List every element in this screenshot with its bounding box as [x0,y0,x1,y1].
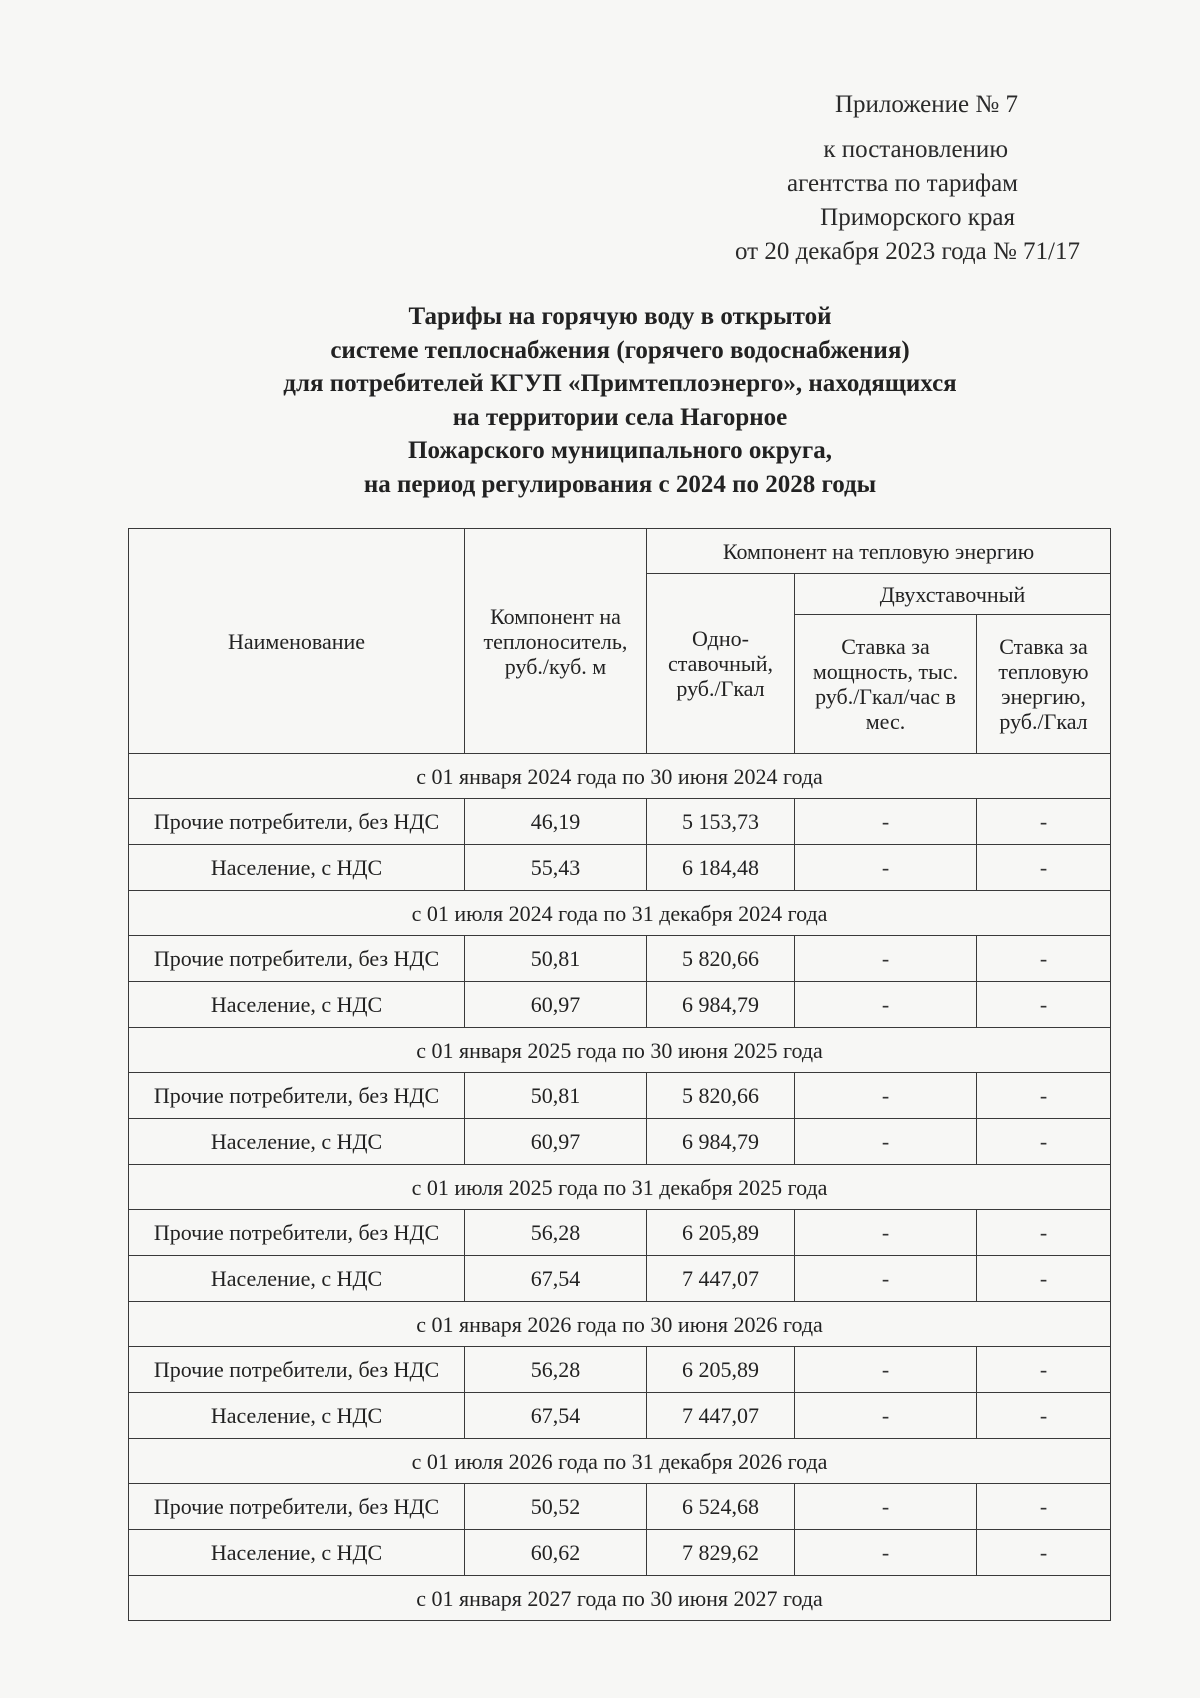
header-carrier-component: Компонент на теплоноситель, руб./куб. м [465,529,647,754]
period-label: с 01 января 2025 года по 30 июня 2025 года [129,1028,1111,1073]
carrier-value-cell: 60,97 [465,982,647,1028]
energy-rate-cell: - [977,1119,1111,1165]
table-row [129,1530,1111,1576]
energy-rate-cell: - [977,1393,1111,1439]
header-heat-component: Компонент на тепловую энергию [647,529,1111,574]
table-row [129,1119,1111,1165]
table-row [129,936,1111,982]
energy-rate-cell: - [977,1210,1111,1256]
consumer-name-cell: Население, с НДС [129,982,465,1028]
table-row [129,1393,1111,1439]
title-line: Тарифы на горячую воду в открытой [408,303,832,330]
energy-rate-cell: - [977,799,1111,845]
consumer-name-cell: Население, с НДС [129,1119,465,1165]
power-rate-cell: - [795,1119,977,1165]
power-rate-cell: - [795,1484,977,1530]
period-label: с 01 января 2026 года по 30 июня 2026 года [129,1302,1111,1347]
title-line: системе теплоснабжения (горячего водоснабжения) [330,336,910,364]
single-rate-cell: 6 205,89 [647,1347,795,1393]
tariff-table-body [129,754,1111,1621]
energy-rate-cell: - [977,1073,1111,1119]
header-two-part: Двухставочный [795,574,1111,615]
period-label: с 01 июля 2026 года по 31 декабря 2026 года [129,1439,1111,1484]
single-rate-cell: 7 829,62 [647,1530,795,1576]
title-line: Пожарского муниципального округа, [408,437,832,464]
table-row [129,799,1111,845]
carrier-value-cell: 50,52 [465,1484,647,1530]
carrier-value-cell: 46,19 [465,799,647,845]
table-row [129,1256,1111,1302]
single-rate-cell: 6 984,79 [647,982,795,1028]
carrier-value-cell: 50,81 [465,936,647,982]
carrier-value-cell: 56,28 [465,1347,647,1393]
single-rate-cell: 7 447,07 [647,1256,795,1302]
period-row [129,1165,1111,1210]
power-rate-cell: - [795,1530,977,1576]
power-rate-cell: - [795,1347,977,1393]
appendix-block [560,88,1080,269]
energy-rate-cell: - [977,982,1111,1028]
consumer-name-cell: Прочие потребители, без НДС [129,1347,465,1393]
carrier-value-cell: 55,43 [465,845,647,891]
carrier-value-cell: 60,97 [465,1119,647,1165]
appendix-number: Приложение № 7 [834,91,1018,118]
energy-rate-cell: - [977,1256,1111,1302]
single-rate-cell: 6 184,48 [647,845,795,891]
power-rate-cell: - [795,1393,977,1439]
carrier-value-cell: 56,28 [465,1210,647,1256]
tariff-table [128,528,1111,1621]
energy-rate-cell: - [977,1530,1111,1576]
period-row [129,1576,1111,1621]
power-rate-cell: - [795,1073,977,1119]
period-label: с 01 января 2024 года по 30 июня 2024 года [129,754,1111,799]
period-row [129,891,1111,936]
period-label: с 01 января 2027 года по 30 июня 2027 года [129,1576,1111,1621]
period-row [129,1028,1111,1073]
consumer-name-cell: Население, с НДС [129,845,465,891]
consumer-name-cell: Прочие потребители, без НДС [129,936,465,982]
single-rate-cell: 6 984,79 [647,1119,795,1165]
power-rate-cell: - [795,799,977,845]
title-line: на территории села Нагорное [452,403,788,431]
period-row [129,754,1111,799]
document-title [190,300,1050,501]
period-row [129,1302,1111,1347]
single-rate-cell: 6 205,89 [647,1210,795,1256]
period-label: с 01 июля 2025 года по 31 декабря 2025 года [129,1165,1111,1210]
consumer-name-cell: Население, с НДС [129,1256,465,1302]
power-rate-cell: - [795,1210,977,1256]
appendix-date-line: от 20 декабря 2023 года № 71/17 [734,238,1080,265]
table-row [129,1073,1111,1119]
carrier-value-cell: 60,62 [465,1530,647,1576]
single-rate-cell: 6 524,68 [647,1484,795,1530]
energy-rate-cell: - [977,1484,1111,1530]
consumer-name-cell: Население, с НДС [129,1530,465,1576]
title-line: на период регулирования с 2024 по 2028 годы [363,470,877,498]
appendix-line: Приморского края [820,204,1015,231]
title-line: для потребителей КГУП «Примтеплоэнерго», находящихся [283,370,957,397]
table-row [129,1210,1111,1256]
header-single-rate: Одно-ставочный, руб./Гкал [647,574,795,754]
power-rate-cell: - [795,982,977,1028]
carrier-value-cell: 67,54 [465,1393,647,1439]
single-rate-cell: 5 820,66 [647,1073,795,1119]
single-rate-cell: 5 153,73 [647,799,795,845]
header-name: Наименование [129,529,465,754]
table-row [129,845,1111,891]
consumer-name-cell: Прочие потребители, без НДС [129,1484,465,1530]
consumer-name-cell: Прочие потребители, без НДС [129,1073,465,1119]
period-label: с 01 июля 2024 года по 31 декабря 2024 года [129,891,1111,936]
energy-rate-cell: - [977,1347,1111,1393]
carrier-value-cell: 50,81 [465,1073,647,1119]
energy-rate-cell: - [977,936,1111,982]
single-rate-cell: 5 820,66 [647,936,795,982]
single-rate-cell: 7 447,07 [647,1393,795,1439]
consumer-name-cell: Прочие потребители, без НДС [129,1210,465,1256]
consumer-name-cell: Прочие потребители, без НДС [129,799,465,845]
table-row [129,1484,1111,1530]
energy-rate-cell: - [977,845,1111,891]
table-row [129,982,1111,1028]
table-row [129,1347,1111,1393]
period-row [129,1439,1111,1484]
header-energy-rate: Ставка за тепловую энергию, руб./Гкал [977,615,1111,754]
appendix-line: агентства по тарифам [786,170,1018,197]
header-power-rate: Ставка за мощность, тыс. руб./Гкал/час в мес. [795,615,977,754]
power-rate-cell: - [795,936,977,982]
power-rate-cell: - [795,1256,977,1302]
consumer-name-cell: Население, с НДС [129,1393,465,1439]
appendix-line: к постановлению [823,136,1008,163]
carrier-value-cell: 67,54 [465,1256,647,1302]
power-rate-cell: - [795,845,977,891]
